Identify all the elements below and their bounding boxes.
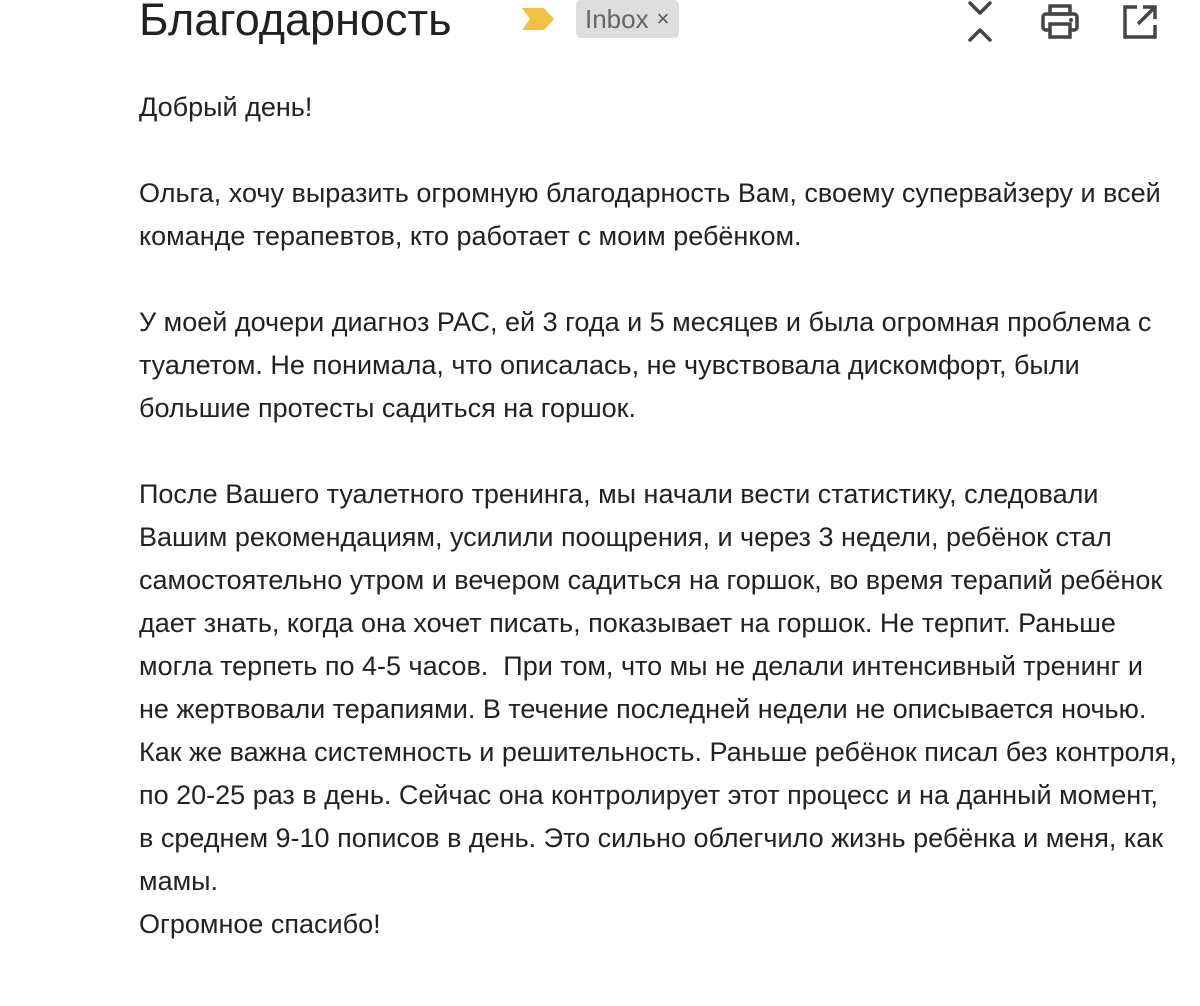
message-greeting: Добрый день! — [139, 92, 313, 122]
paragraph-spacer — [139, 430, 1179, 473]
message-paragraph-problem: У моей дочери диагноз РАС, ей 3 года и 5 месяцев и была огромная проблема с туалетом. Не понимала, что описалась, не чувствовала дискомфорт, были большие протесты садиться на горшок. — [139, 307, 1159, 423]
label-chip-text: Inbox — [585, 3, 649, 34]
paragraph-spacer — [139, 258, 1179, 301]
message-closing: Огромное спасибо! — [139, 909, 381, 939]
remove-label-button[interactable]: × — [656, 6, 670, 31]
printer-icon — [1040, 4, 1080, 40]
expand-all-button[interactable] — [958, 0, 1002, 44]
message-paragraph-progress: После Вашего туалетного тренинга, мы начали вести статистику, следовали Вашим рекомендациям, усилили поощрения, и через 3 недели, ребёнок стал самостоятельно утром и вечером садиться на горшок, во время терапий ребёнок дает знать, когда она хочет писать, показывает на горшок. Не терпит. Раньше могла терпеть по 4-5 часов. При том, что мы не делали интенсивный тренинг и не жертвовали терапиями. В течение последней недели не описывается ночью. Как же важна системность и решительность. Раньше ребёнок писал без контроля, по 20-25 раз в день. Сейчас она контролирует этот процесс и на данный момент, в среднем 9-10 пописов в день. Это сильно облегчило жизнь ребёнка и меня, как мамы. — [139, 479, 1185, 896]
message-body — [139, 86, 1185, 946]
message-paragraph-thanks: Ольга, хочу выразить огромную благодарность Вам, своему супервайзеру и всей команде терапевтов, кто работает с моим ребёнком. — [139, 178, 1169, 251]
paragraph-spacer — [139, 129, 1179, 172]
label-chip-inbox — [576, 0, 679, 38]
expand-collapse-icon — [965, 1, 995, 43]
email-subject: Благодарность — [139, 0, 452, 45]
email-header — [0, 0, 1200, 60]
print-all-button[interactable] — [1038, 0, 1082, 44]
open-new-window-icon — [1121, 3, 1159, 41]
importance-marker-icon[interactable] — [522, 8, 554, 30]
open-in-new-window-button[interactable] — [1118, 0, 1162, 44]
